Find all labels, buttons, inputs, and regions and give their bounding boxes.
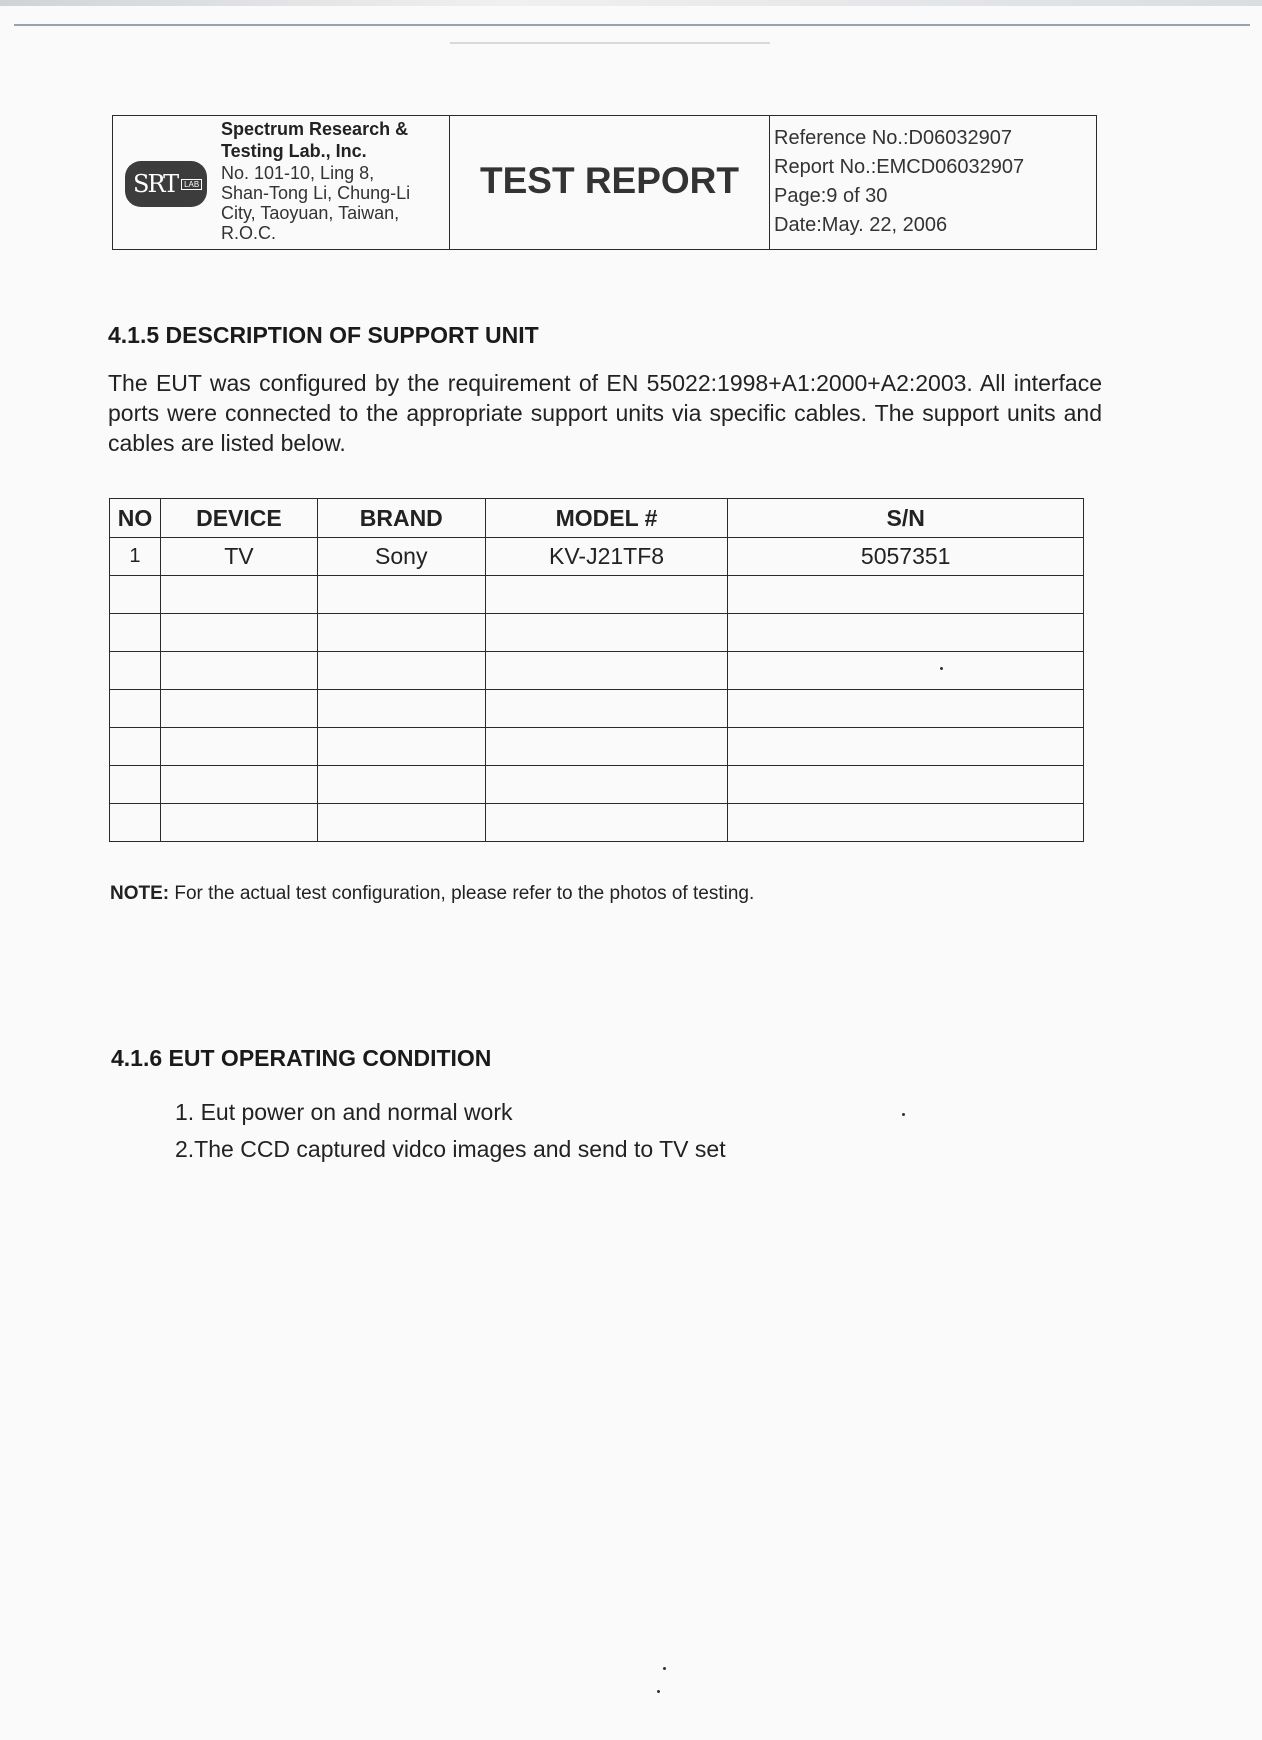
lab-name-line: Testing Lab., Inc. <box>221 141 367 161</box>
table-row <box>110 652 1084 690</box>
table-cell: Sony <box>317 538 485 576</box>
table-row <box>110 690 1084 728</box>
table-cell <box>485 690 728 728</box>
section-heading-416: 4.1.6 EUT OPERATING CONDITION <box>111 1045 492 1071</box>
table-cell <box>160 652 317 690</box>
table-cell <box>160 576 317 614</box>
table-cell: KV-J21TF8 <box>485 538 728 576</box>
report-title: TEST REPORT <box>479 160 740 201</box>
list-item: 1. Eut power on and normal work <box>175 1099 513 1125</box>
table-cell <box>317 652 485 690</box>
table-cell: 1 <box>110 538 161 576</box>
table-cell <box>485 804 728 842</box>
table-cell <box>160 728 317 766</box>
list-item: 2.The CCD captured vidco images and send to TV set <box>175 1136 726 1162</box>
table-cell <box>160 766 317 804</box>
report-date: Date:May. 22, 2006 <box>774 214 948 236</box>
table-cell <box>317 614 485 652</box>
table-cell <box>317 766 485 804</box>
reference-cell <box>770 116 1096 249</box>
table-cell <box>728 690 1084 728</box>
scan-speck <box>663 1667 666 1670</box>
support-unit-table <box>109 498 1084 842</box>
table-cell <box>728 652 1084 690</box>
table-cell <box>110 728 161 766</box>
scan-speck <box>902 1113 905 1116</box>
table-cell <box>728 766 1084 804</box>
table-cell <box>728 576 1084 614</box>
section-heading-415: 4.1.5 DESCRIPTION OF SUPPORT UNIT <box>108 322 539 348</box>
lab-address-line: No. 101-10, Ling 8, <box>221 163 375 183</box>
lab-name-line: Spectrum Research & <box>221 119 409 139</box>
table-cell <box>317 804 485 842</box>
lab-address-line: Shan-Tong Li, Chung-Li <box>221 183 411 203</box>
logo-text: SRT <box>133 170 178 198</box>
column-header: NO <box>110 499 161 538</box>
scan-rule-line-faint <box>450 42 770 44</box>
table-cell <box>728 728 1084 766</box>
table-cell <box>728 804 1084 842</box>
table-row <box>110 614 1084 652</box>
table-row <box>110 766 1084 804</box>
table-cell <box>110 614 161 652</box>
report-header <box>112 115 1097 250</box>
report-number: Report No.:EMCD06032907 <box>774 156 1025 178</box>
lab-address-line: City, Taoyuan, Taiwan, <box>221 203 400 223</box>
column-header: MODEL # <box>485 499 728 538</box>
note-text: For the actual test configuration, please refer to the photos of testing. <box>169 883 755 904</box>
table-cell <box>110 690 161 728</box>
scan-speck <box>657 1690 660 1693</box>
lab-address <box>221 163 447 243</box>
table-header-row <box>110 499 1084 538</box>
note-label: NOTE: <box>110 883 170 904</box>
support-unit-description: The EUT was configured by the requirement of EN 55022:1998+A1:2000+A2:2003. All interface ports were connected to the appropriate support units via specific cables. The support units and cables are listed below. <box>108 370 1102 456</box>
title-cell <box>450 116 770 249</box>
srt-lab-logo <box>125 161 207 207</box>
table-row <box>110 576 1084 614</box>
table-cell <box>110 576 161 614</box>
table-cell <box>110 652 161 690</box>
table-cell: TV <box>160 538 317 576</box>
table-cell <box>485 652 728 690</box>
table-cell <box>485 576 728 614</box>
table-cell <box>317 690 485 728</box>
scan-speck <box>940 667 943 670</box>
table-cell <box>485 766 728 804</box>
table-cell <box>728 614 1084 652</box>
table-cell <box>160 614 317 652</box>
table-cell <box>110 804 161 842</box>
column-header: DEVICE <box>160 499 317 538</box>
table-cell <box>160 804 317 842</box>
table-row <box>110 804 1084 842</box>
page-number: Page:9 of 30 <box>774 185 888 207</box>
table-cell: 5057351 <box>728 538 1084 576</box>
lab-info-cell <box>113 116 450 249</box>
lab-name <box>221 118 408 162</box>
table-row <box>110 538 1084 576</box>
column-header: BRAND <box>317 499 485 538</box>
table-cell <box>485 728 728 766</box>
reference-number: Reference No.:D06032907 <box>774 127 1012 149</box>
logo-sub: LAB <box>181 179 202 190</box>
lab-address-line: R.O.C. <box>221 223 277 243</box>
table-cell <box>317 728 485 766</box>
table-cell <box>485 614 728 652</box>
scan-edge-top <box>0 0 1262 6</box>
table-note <box>110 883 754 905</box>
table-cell <box>110 766 161 804</box>
scan-rule-line <box>14 24 1250 26</box>
table-cell <box>160 690 317 728</box>
column-header: S/N <box>728 499 1084 538</box>
table-row <box>110 728 1084 766</box>
table-cell <box>317 576 485 614</box>
